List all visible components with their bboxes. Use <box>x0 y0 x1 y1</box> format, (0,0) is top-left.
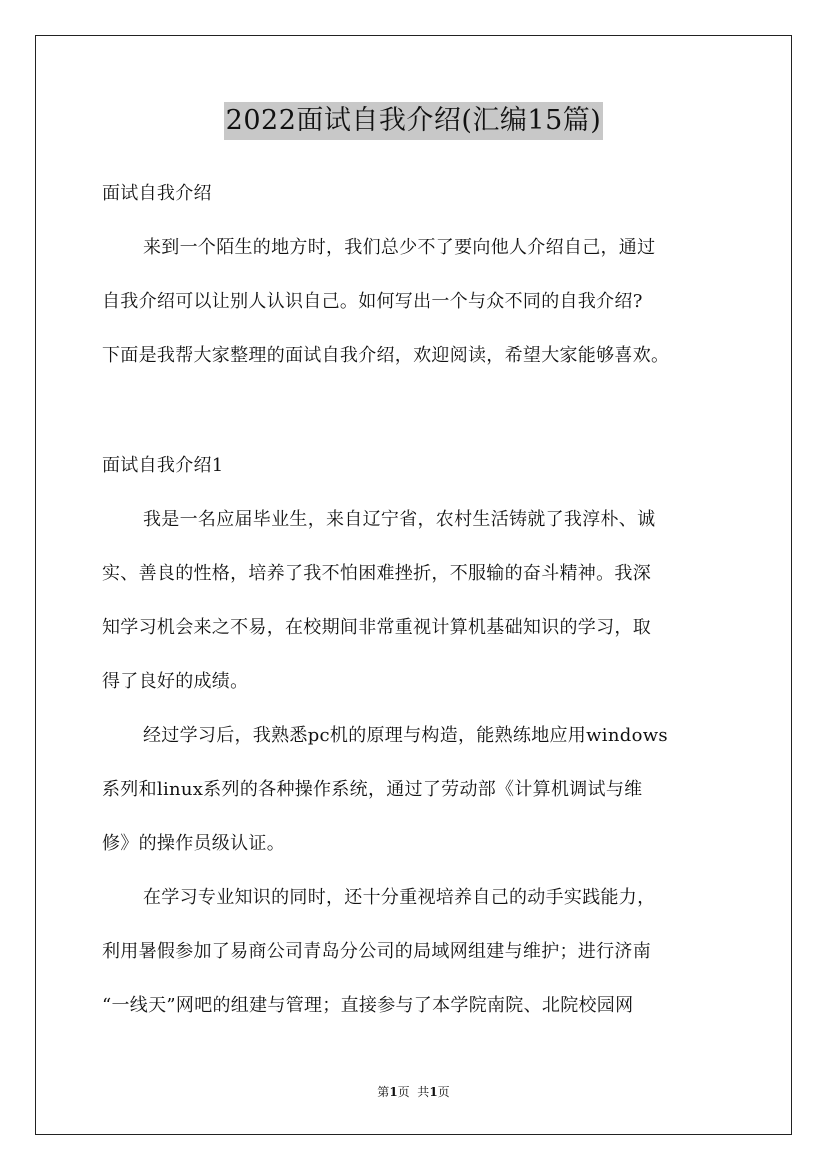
para2-line-1: 经过学习后，我熟悉pc机的原理与构造，能熟练地应用windows <box>143 725 668 746</box>
para3-line-3: “一线天”网吧的组建与管理；直接参与了本学院南院、北院校园网 <box>102 995 634 1016</box>
para2-line-2: 系列和linux系列的各种操作系统，通过了劳动部《计算机调试与维 <box>102 779 643 800</box>
para2-line-3: 修》的操作员级认证。 <box>102 833 285 854</box>
footer-page-total: 1 <box>429 1085 438 1099</box>
footer-page-current: 1 <box>389 1085 398 1099</box>
title-container <box>0 102 827 140</box>
para1-line-3: 知学习机会来之不易，在校期间非常重视计算机基础知识的学习，取 <box>102 617 651 638</box>
document-title: 2022面试自我介绍(汇编15篇) <box>224 102 604 140</box>
section-heading: 面试自我介绍 <box>102 183 212 204</box>
footer-page-prefix: 第 <box>377 1085 390 1099</box>
intro-line-1: 来到一个陌生的地方时，我们总少不了要向他人介绍自己，通过 <box>143 237 656 258</box>
page-footer <box>0 1084 827 1100</box>
footer-page-mid: 页 共 <box>397 1085 430 1099</box>
para1-line-1: 我是一名应届毕业生，来自辽宁省，农村生活铸就了我淳朴、诚 <box>143 509 656 530</box>
intro-line-3: 下面是我帮大家整理的面试自我介绍，欢迎阅读，希望大家能够喜欢。 <box>102 345 670 366</box>
essay-heading: 面试自我介绍1 <box>102 455 224 476</box>
para3-line-2: 利用暑假参加了易商公司青岛分公司的局域网组建与维护；进行济南 <box>102 941 651 962</box>
footer-page-suffix: 页 <box>437 1085 450 1099</box>
para1-line-4: 得了良好的成绩。 <box>102 671 249 692</box>
para1-line-2: 实、善良的性格，培养了我不怕困难挫折，不服输的奋斗精神。我深 <box>102 563 651 584</box>
intro-line-2: 自我介绍可以让别人认识自己。如何写出一个与众不同的自我介绍? <box>102 291 643 312</box>
para3-line-1: 在学习专业知识的同时，还十分重视培养自己的动手实践能力， <box>143 887 656 908</box>
